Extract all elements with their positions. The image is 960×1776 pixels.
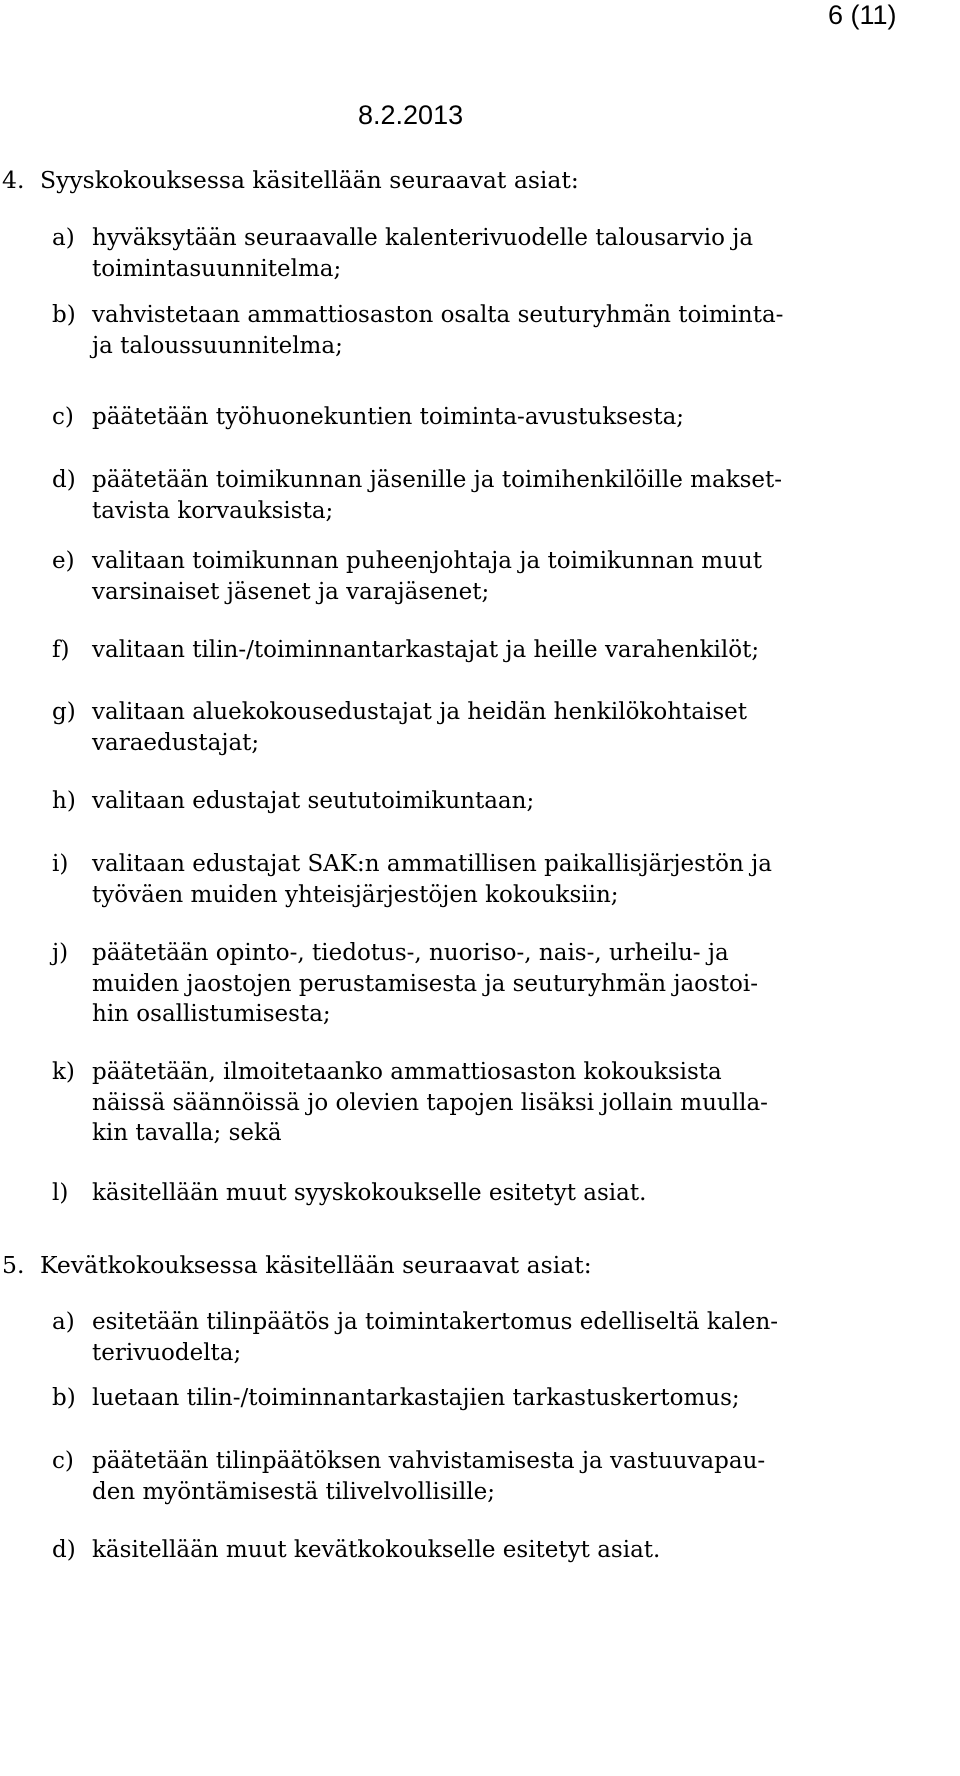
list-item-label: c) (52, 404, 74, 430)
list-item-label: f) (52, 637, 70, 663)
list-item-label: g) (52, 699, 76, 725)
list-item-label: a) (52, 225, 75, 251)
list-item-label: k) (52, 1059, 75, 1085)
list-item-label: b) (52, 302, 76, 328)
section-number: 5. (2, 1251, 25, 1279)
list-item-text: valitaan edustajat seututoimikuntaan; (92, 788, 535, 814)
list-item-text: hyväksytään seuraavalle kalenterivuodelle talousarvio ja (92, 225, 754, 251)
list-item-text: vahvistetaan ammattiosaston osalta seuturyhmän toiminta- (92, 302, 784, 328)
list-item-text: varsinaiset jäsenet ja varajäsenet; (92, 578, 490, 605)
list-item-text: valitaan aluekokousedustajat ja heidän henkilökohtaiset (92, 699, 747, 725)
list-item-text: valitaan toimikunnan puheenjohtaja ja toimikunnan muut (92, 548, 762, 574)
list-item-label: d) (52, 467, 76, 493)
list-item-text: hin osallistumisesta; (92, 1001, 331, 1027)
list-item-label: l) (52, 1180, 69, 1206)
list-item-label: i) (52, 851, 69, 877)
list-item-label: c) (52, 1448, 74, 1474)
list-item-text: ja taloussuunnitelma; (92, 332, 343, 359)
list-item-text: esitetään tilinpäätös ja toimintakertomus edelliseltä kalen- (92, 1309, 779, 1335)
list-item-text: valitaan tilin-/toiminnantarkastajat ja heille varahenkilöt; (92, 637, 760, 663)
list-item-text: käsitellään muut syyskokoukselle esitetyt asiat. (92, 1180, 647, 1206)
list-item-text: työväen muiden yhteisjärjestöjen kokouksiin; (92, 881, 619, 908)
list-item-text: muiden jaostojen perustamisesta ja seuturyhmän jaostoi- (92, 970, 759, 997)
section-title: Kevätkokouksessa käsitellään seuraavat asiat: (40, 1251, 592, 1279)
list-item-text: päätetään toimikunnan jäsenille ja toimihenkilöille makset- (92, 467, 783, 493)
section-number: 4. (2, 166, 25, 194)
list-item-label: e) (52, 548, 75, 574)
list-item-label: h) (52, 788, 76, 814)
list-item-text: päätetään tilinpäätöksen vahvistamisesta ja vastuuvapau- (92, 1448, 766, 1474)
list-item-text: luetaan tilin-/toiminnantarkastajien tarkastuskertomus; (92, 1385, 740, 1411)
list-item-text: tavista korvauksista; (92, 497, 334, 524)
list-item-text: päätetään työhuonekuntien toiminta-avustuksesta; (92, 404, 685, 430)
list-item-text: toimintasuunnitelma; (92, 255, 342, 282)
list-item-text: näissä säännöissä jo olevien tapojen lisäksi jollain muulla- (92, 1089, 768, 1116)
section-title: Syyskokouksessa käsitellään seuraavat asiat: (40, 166, 579, 194)
page-number: 6 (11) (828, 0, 897, 30)
list-item-label: a) (52, 1309, 75, 1335)
list-item-label: j) (52, 940, 69, 966)
list-item-text: päätetään opinto-, tiedotus-, nuoriso-, nais-, urheilu- ja (92, 940, 729, 966)
list-item-text: käsitellään muut kevätkokoukselle esitetyt asiat. (92, 1537, 661, 1563)
document-date: 8.2.2013 (358, 100, 464, 130)
list-item-label: b) (52, 1385, 76, 1411)
list-item-text: varaedustajat; (92, 729, 260, 756)
list-item-text: den myöntämisestä tilivelvollisille; (92, 1478, 495, 1505)
list-item-text: päätetään, ilmoitetaanko ammattiosaston kokouksista (92, 1059, 722, 1085)
list-item-text: kin tavalla; sekä (92, 1120, 282, 1146)
list-item-text: terivuodelta; (92, 1339, 242, 1366)
list-item-text: valitaan edustajat SAK:n ammatillisen paikallisjärjestön ja (92, 851, 772, 877)
list-item-label: d) (52, 1537, 76, 1563)
